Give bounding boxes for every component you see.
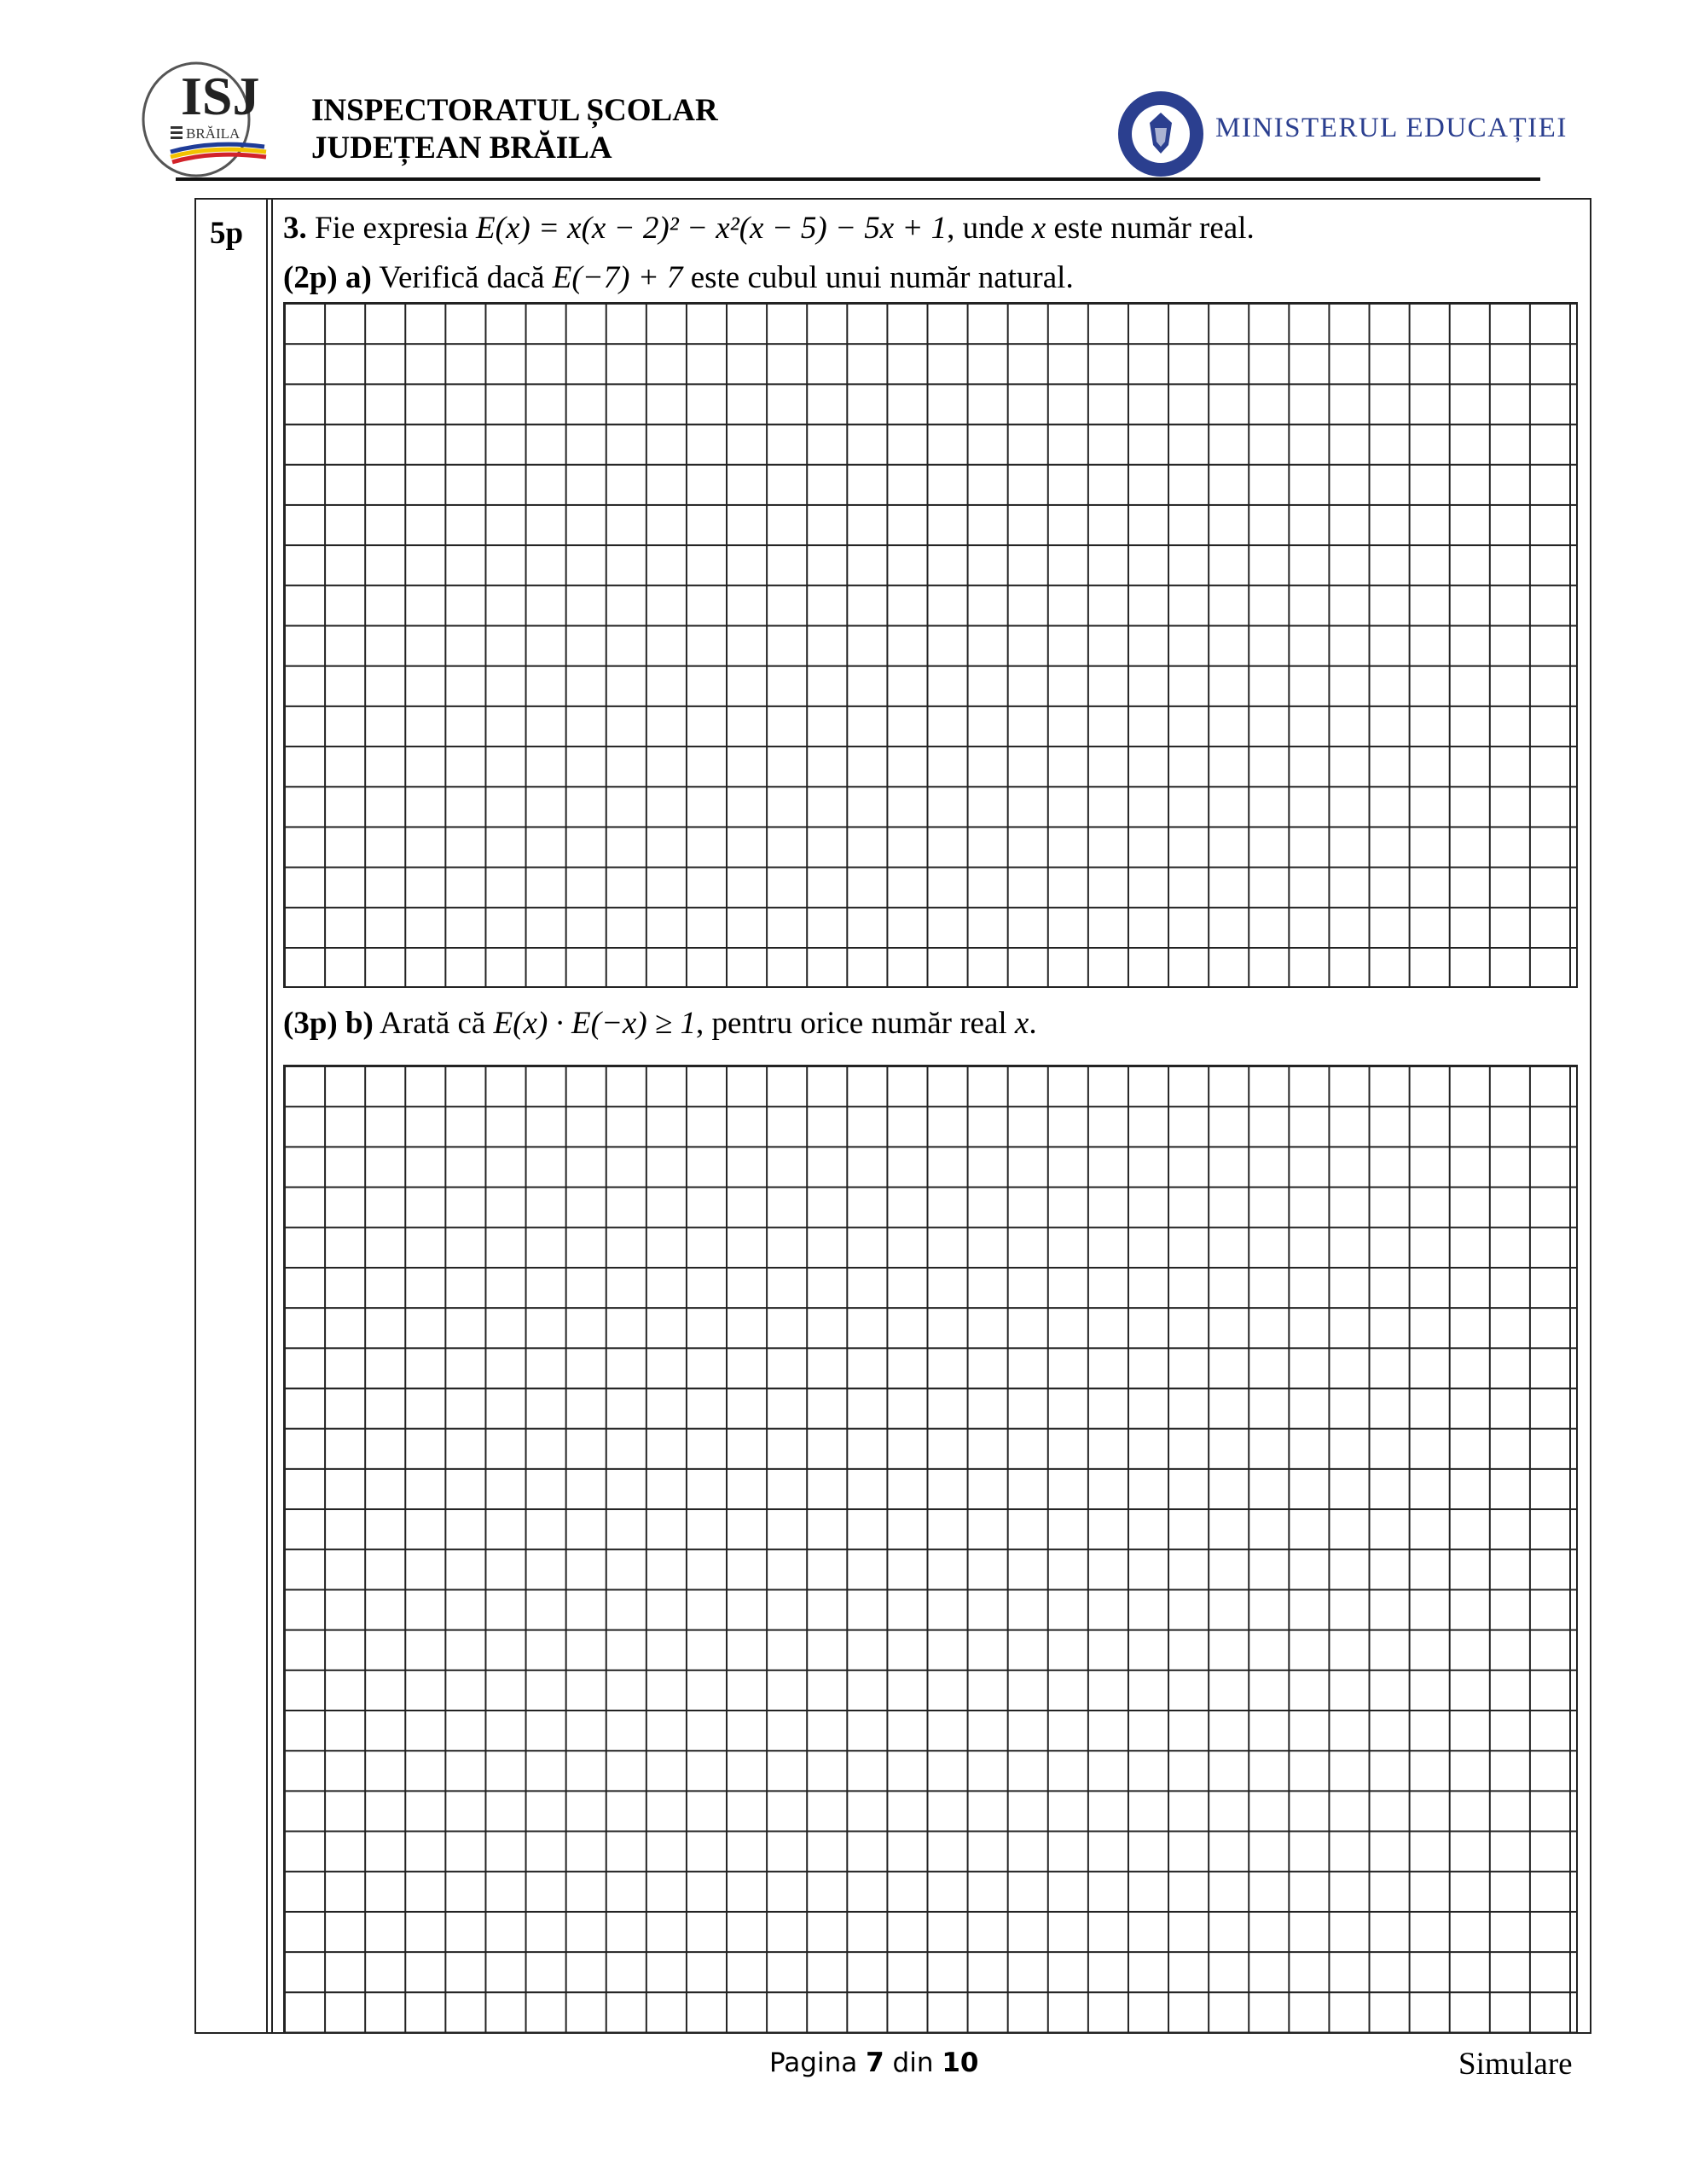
problem-intro: Fie expresia [315,211,468,246]
problem-statement [283,210,1255,247]
part-b-end: . [1029,1006,1037,1041]
ministry-name: MINISTERUL EDUCAȚIEI [1215,113,1568,143]
svg-text:BRĂILA: BRĂILA [186,125,241,142]
expression-formula: E(x) = x(x − 2)² − x²(x − 5) − 5x + 1 [476,211,948,246]
problem-number: 3. [283,211,307,246]
svg-text:ISJ: ISJ [181,66,260,126]
part-a-text: Verifică dacă [379,260,545,295]
variable-x: x [1031,211,1046,246]
part-b-points: (3p) b) [283,1006,374,1041]
isj-braila-logo [136,56,273,184]
inspectorate-title [311,92,718,167]
part-b-statement [283,1005,1037,1042]
exam-type-tag: Simulare [1458,2047,1573,2082]
page-number [769,2048,978,2078]
points-column-divider-inner [271,198,273,2034]
answer-grid-part-a[interactable] [283,302,1578,988]
page-prefix: Pagina [769,2048,867,2078]
inspectorate-line-1: INSPECTORATUL ȘCOLAR [311,93,718,128]
part-b-tail: , pentru orice număr real [695,1006,1015,1041]
inspectorate-line-2: JUDEȚEAN BRĂILA [311,131,612,166]
government-seal-icon [1116,89,1206,179]
answer-grid-part-b[interactable] [283,1065,1578,2034]
part-b-text: Arată că [380,1006,486,1041]
part-a-formula: E(−7) + 7 [552,260,683,295]
header-divider [176,177,1540,181]
part-b-formula: E(x) · E(−x) ≥ 1 [493,1006,696,1041]
part-b-variable: x [1014,1006,1029,1041]
page-mid: din [884,2048,942,2078]
problem-points: 5p [210,216,244,251]
page-total: 10 [942,2048,979,2078]
intro-tail-1: , unde [947,211,1032,246]
part-a-statement [283,259,1074,296]
part-a-points: (2p) a) [283,260,372,295]
points-column-divider [266,198,268,2034]
part-a-tail: este cubul unui număr natural. [690,260,1074,295]
intro-tail-2: este număr real. [1046,211,1255,246]
page-current: 7 [866,2048,884,2078]
